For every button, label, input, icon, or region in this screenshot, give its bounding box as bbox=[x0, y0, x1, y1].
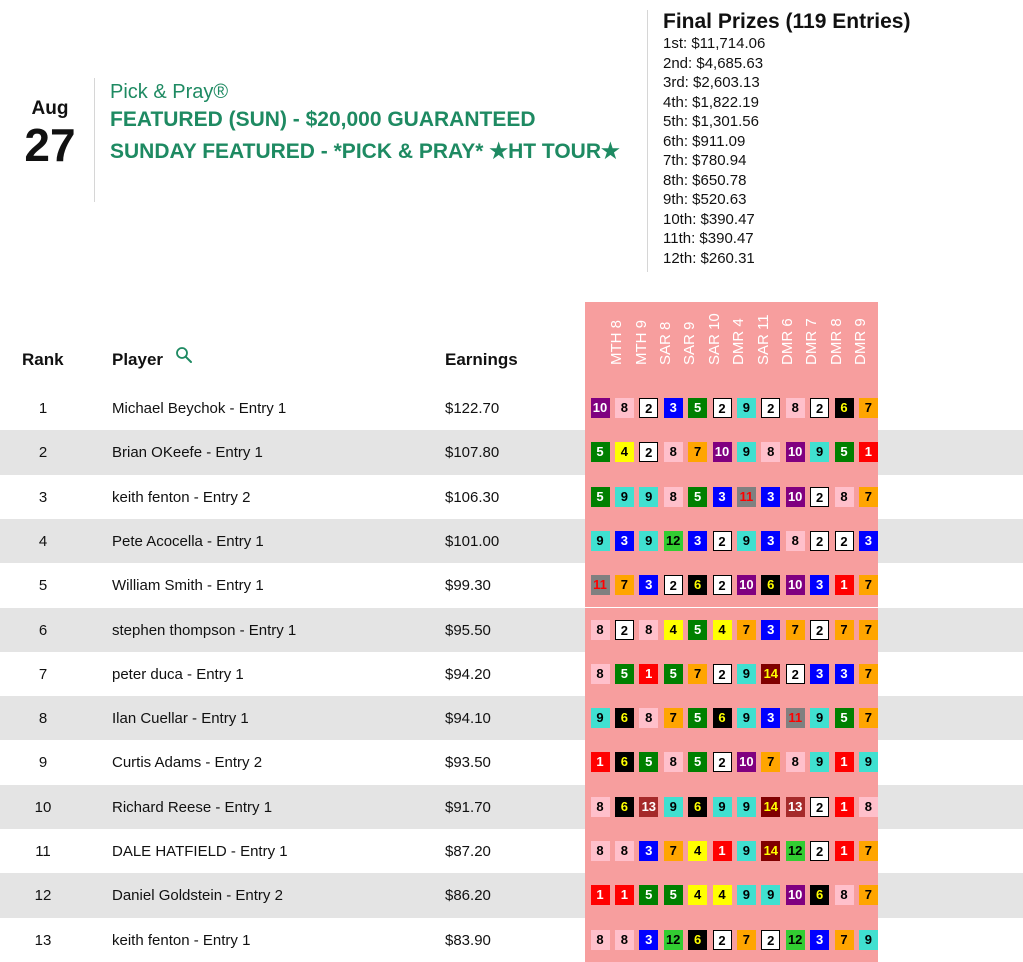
saddle-cloth-pick: 7 bbox=[688, 442, 707, 462]
saddle-cloth-pick: 4 bbox=[615, 442, 634, 462]
saddle-cloth-pick: 3 bbox=[810, 575, 829, 595]
saddle-cloth-pick: 2 bbox=[786, 664, 805, 684]
picks-strip bbox=[585, 652, 878, 696]
saddle-cloth-pick: 2 bbox=[713, 752, 732, 772]
race-label: SAR 11 bbox=[754, 314, 772, 365]
race-label: DMR 10 bbox=[876, 309, 894, 365]
race-column-header bbox=[808, 302, 845, 382]
race-label: SAR 10 bbox=[705, 313, 723, 365]
saddle-cloth-pick: 6 bbox=[810, 885, 829, 905]
saddle-cloth-pick: 7 bbox=[737, 930, 756, 950]
saddle-cloth-pick: 5 bbox=[591, 487, 610, 507]
saddle-cloth-pick: 8 bbox=[761, 442, 780, 462]
saddle-cloth-pick: 8 bbox=[786, 752, 805, 772]
table-row[interactable] bbox=[0, 652, 1023, 696]
saddle-cloth-pick: 8 bbox=[859, 797, 878, 817]
picks-strip bbox=[585, 873, 878, 917]
saddle-cloth-pick: 8 bbox=[786, 398, 805, 418]
race-label: DMR 7 bbox=[803, 318, 821, 365]
saddle-cloth-pick: 9 bbox=[859, 930, 878, 950]
saddle-cloth-pick: 14 bbox=[761, 841, 780, 861]
table-row[interactable] bbox=[0, 785, 1023, 829]
prize-line: 7th: $780.94 bbox=[663, 152, 747, 169]
saddle-cloth-pick: 1 bbox=[835, 752, 854, 772]
saddle-cloth-pick: 8 bbox=[591, 841, 610, 861]
race-column-header bbox=[734, 302, 772, 382]
saddle-cloth-pick: 9 bbox=[737, 531, 756, 551]
saddle-cloth-pick: 6 bbox=[688, 930, 707, 950]
divider bbox=[647, 10, 648, 272]
event-title: FEATURED (SUN) - $20,000 GUARANTEED bbox=[110, 108, 536, 131]
saddle-cloth-pick: 1 bbox=[859, 442, 878, 462]
rank-cell: 2 bbox=[38, 444, 48, 462]
saddle-cloth-pick: 5 bbox=[688, 487, 707, 507]
saddle-cloth-pick: 4 bbox=[664, 620, 683, 640]
saddle-cloth-pick: 3 bbox=[859, 531, 878, 551]
saddle-cloth-pick: 2 bbox=[639, 442, 658, 462]
saddle-cloth-pick: 9 bbox=[737, 797, 756, 817]
picks-strip bbox=[585, 740, 878, 784]
player-cell[interactable]: stephen thompson - Entry 1 bbox=[112, 621, 297, 639]
race-header-strip bbox=[585, 302, 894, 386]
prize-line: 1st: $11,714.06 bbox=[663, 35, 766, 52]
saddle-cloth-pick: 8 bbox=[835, 487, 854, 507]
player-cell[interactable]: Richard Reese - Entry 1 bbox=[112, 798, 273, 816]
saddle-cloth-pick: 7 bbox=[859, 487, 878, 507]
saddle-cloth-pick: 7 bbox=[761, 752, 780, 772]
saddle-cloth-pick: 1 bbox=[615, 885, 634, 905]
race-column-header bbox=[661, 302, 699, 382]
saddle-cloth-pick: 7 bbox=[688, 664, 707, 684]
saddle-cloth-pick: 10 bbox=[786, 575, 805, 595]
race-column-header bbox=[612, 302, 650, 382]
event-subtitle: SUNDAY FEATURED - *PICK & PRAY* ★HT TOUR★ bbox=[110, 140, 620, 163]
saddle-cloth-pick: 10 bbox=[786, 487, 805, 507]
saddle-cloth-pick: 7 bbox=[615, 575, 634, 595]
saddle-cloth-pick: 9 bbox=[639, 531, 658, 551]
player-cell[interactable]: DALE HATFIELD - Entry 1 bbox=[112, 843, 288, 860]
saddle-cloth-pick: 9 bbox=[713, 797, 732, 817]
saddle-cloth-pick: 3 bbox=[761, 487, 780, 507]
race-label: MTH 9 bbox=[632, 320, 650, 365]
race-column-header bbox=[686, 302, 723, 382]
earnings-cell: $122.70 bbox=[445, 400, 500, 417]
saddle-cloth-pick: 8 bbox=[664, 752, 683, 772]
race-label: DMR 4 bbox=[730, 318, 748, 365]
saddle-cloth-pick: 5 bbox=[835, 442, 854, 462]
rank-header[interactable]: Rank bbox=[22, 350, 64, 369]
saddle-cloth-pick: 8 bbox=[591, 620, 610, 640]
rank-cell: 5 bbox=[38, 577, 48, 595]
saddle-cloth-pick: 3 bbox=[639, 930, 658, 950]
saddle-cloth-pick: 2 bbox=[615, 620, 634, 640]
table-row[interactable] bbox=[0, 608, 1023, 652]
saddle-cloth-pick: 6 bbox=[713, 708, 732, 728]
saddle-cloth-pick: 8 bbox=[615, 930, 634, 950]
saddle-cloth-pick: 2 bbox=[810, 531, 829, 551]
saddle-cloth-pick: 14 bbox=[761, 664, 780, 684]
saddle-cloth-pick: 6 bbox=[688, 797, 707, 817]
picks-strip bbox=[585, 386, 878, 430]
saddle-cloth-pick: 2 bbox=[761, 398, 780, 418]
saddle-cloth-pick: 9 bbox=[737, 841, 756, 861]
saddle-cloth-pick: 1 bbox=[835, 575, 854, 595]
rank-cell: 12 bbox=[34, 887, 52, 905]
rank-cell: 6 bbox=[38, 621, 48, 639]
saddle-cloth-pick: 9 bbox=[810, 442, 829, 462]
rank-cell: 10 bbox=[34, 798, 52, 816]
saddle-cloth-pick: 2 bbox=[835, 531, 854, 551]
earnings-cell: $86.20 bbox=[445, 887, 491, 905]
race-column-header bbox=[759, 302, 796, 382]
saddle-cloth-pick: 1 bbox=[591, 885, 610, 905]
saddle-cloth-pick: 3 bbox=[615, 531, 634, 551]
saddle-cloth-pick: 8 bbox=[664, 442, 683, 462]
saddle-cloth-pick: 2 bbox=[639, 398, 658, 418]
saddle-cloth-pick: 11 bbox=[737, 487, 756, 507]
earnings-cell: $94.10 bbox=[445, 710, 491, 728]
rank-cell: 7 bbox=[38, 665, 48, 683]
table-row[interactable] bbox=[0, 519, 1023, 563]
picks-strip bbox=[585, 519, 878, 563]
saddle-cloth-pick: 6 bbox=[615, 752, 634, 772]
earnings-cell: $87.20 bbox=[445, 843, 491, 860]
saddle-cloth-pick: 8 bbox=[835, 885, 854, 905]
prize-line: 11th: $390.47 bbox=[663, 230, 754, 247]
saddle-cloth-pick: 3 bbox=[810, 664, 829, 684]
saddle-cloth-pick: 8 bbox=[639, 708, 658, 728]
saddle-cloth-pick: 8 bbox=[591, 930, 610, 950]
rank-cell: 4 bbox=[38, 532, 48, 550]
saddle-cloth-pick: 8 bbox=[615, 841, 634, 861]
saddle-cloth-pick: 13 bbox=[786, 797, 805, 817]
saddle-cloth-pick: 14 bbox=[761, 797, 780, 817]
date-day: 27 bbox=[24, 119, 76, 171]
saddle-cloth-pick: 10 bbox=[737, 752, 756, 772]
saddle-cloth-pick: 4 bbox=[688, 885, 707, 905]
saddle-cloth-pick: 5 bbox=[639, 885, 658, 905]
saddle-cloth-pick: 4 bbox=[688, 841, 707, 861]
prize-line: 8th: $650.78 bbox=[663, 171, 747, 189]
table-row[interactable] bbox=[0, 696, 1023, 740]
race-column-header bbox=[588, 302, 626, 382]
saddle-cloth-pick: 2 bbox=[713, 531, 732, 551]
saddle-cloth-pick: 1 bbox=[835, 797, 854, 817]
earnings-cell: $106.30 bbox=[445, 488, 500, 506]
saddle-cloth-pick: 2 bbox=[810, 398, 829, 418]
table-row[interactable] bbox=[0, 430, 1023, 474]
rank-cell: 9 bbox=[38, 754, 48, 772]
race-column-header bbox=[856, 302, 894, 382]
race-label: SAR 9 bbox=[681, 321, 699, 365]
earnings-cell: $91.70 bbox=[445, 798, 491, 816]
saddle-cloth-pick: 3 bbox=[810, 930, 829, 950]
event-info bbox=[110, 80, 630, 168]
saddle-cloth-pick: 9 bbox=[664, 797, 683, 817]
saddle-cloth-pick: 7 bbox=[835, 620, 854, 640]
saddle-cloth-pick: 7 bbox=[859, 398, 878, 418]
saddle-cloth-pick: 9 bbox=[639, 487, 658, 507]
saddle-cloth-pick: 6 bbox=[615, 797, 634, 817]
saddle-cloth-pick: 8 bbox=[615, 398, 634, 418]
saddle-cloth-pick: 5 bbox=[835, 708, 854, 728]
earnings-cell: $101.00 bbox=[445, 532, 500, 550]
saddle-cloth-pick: 9 bbox=[761, 885, 780, 905]
saddle-cloth-pick: 2 bbox=[713, 575, 732, 595]
saddle-cloth-pick: 3 bbox=[639, 841, 658, 861]
saddle-cloth-pick: 8 bbox=[591, 664, 610, 684]
player-cell[interactable]: Michael Beychok - Entry 1 bbox=[112, 400, 287, 417]
saddle-cloth-pick: 2 bbox=[810, 620, 829, 640]
prize-line: 12th: $260.31 bbox=[663, 249, 755, 267]
earnings-cell: $94.20 bbox=[445, 665, 491, 683]
player-cell[interactable]: Ilan Cuellar - Entry 1 bbox=[112, 710, 249, 728]
prize-list bbox=[663, 34, 1013, 268]
table-row[interactable] bbox=[0, 475, 1023, 519]
saddle-cloth-pick: 6 bbox=[615, 708, 634, 728]
saddle-cloth-pick: 12 bbox=[786, 841, 805, 861]
table-row[interactable] bbox=[0, 829, 1023, 873]
saddle-cloth-pick: 10 bbox=[713, 442, 732, 462]
prizes-title: Final Prizes (119 Entries) bbox=[663, 10, 911, 33]
saddle-cloth-pick: 12 bbox=[664, 930, 683, 950]
earnings-cell: $107.80 bbox=[445, 444, 500, 462]
prize-line: 2nd: $4,685.63 bbox=[663, 54, 764, 72]
saddle-cloth-pick: 7 bbox=[859, 664, 878, 684]
saddle-cloth-pick: 1 bbox=[835, 841, 854, 861]
saddle-cloth-pick: 9 bbox=[737, 708, 756, 728]
rank-cell: 11 bbox=[35, 843, 51, 860]
event-date bbox=[14, 98, 86, 171]
player-cell[interactable]: keith fenton - Entry 2 bbox=[112, 488, 251, 506]
saddle-cloth-pick: 3 bbox=[664, 398, 683, 418]
table-header bbox=[0, 300, 1023, 386]
saddle-cloth-pick: 10 bbox=[591, 398, 610, 418]
prize-line: 10th: $390.47 bbox=[663, 210, 755, 228]
player-cell[interactable]: William Smith - Entry 1 bbox=[112, 577, 264, 595]
saddle-cloth-pick: 4 bbox=[713, 620, 732, 640]
saddle-cloth-pick: 2 bbox=[810, 841, 829, 861]
saddle-cloth-pick: 9 bbox=[737, 664, 756, 684]
saddle-cloth-pick: 5 bbox=[688, 752, 707, 772]
saddle-cloth-pick: 7 bbox=[859, 885, 878, 905]
saddle-cloth-pick: 9 bbox=[859, 752, 878, 772]
saddle-cloth-pick: 9 bbox=[737, 442, 756, 462]
prize-line: 5th: $1,301.56 bbox=[663, 113, 759, 130]
picks-strip bbox=[585, 563, 878, 607]
event-brand: Pick & Pray® bbox=[110, 81, 229, 103]
divider bbox=[94, 78, 95, 202]
saddle-cloth-pick: 5 bbox=[664, 885, 683, 905]
player-cell[interactable]: Pete Acocella - Entry 1 bbox=[112, 532, 264, 550]
table-row[interactable] bbox=[0, 563, 1023, 607]
date-month: Aug bbox=[31, 98, 69, 119]
saddle-cloth-pick: 12 bbox=[786, 930, 805, 950]
player-cell[interactable]: Daniel Goldstein - Entry 2 bbox=[112, 887, 283, 905]
saddle-cloth-pick: 11 bbox=[591, 575, 610, 595]
saddle-cloth-pick: 1 bbox=[713, 841, 732, 861]
prize-line: 9th: $520.63 bbox=[663, 191, 747, 208]
picks-strip bbox=[585, 918, 878, 962]
saddle-cloth-pick: 1 bbox=[591, 752, 610, 772]
saddle-cloth-pick: 9 bbox=[737, 398, 756, 418]
saddle-cloth-pick: 6 bbox=[835, 398, 854, 418]
player-cell[interactable]: Curtis Adams - Entry 2 bbox=[112, 754, 263, 772]
earnings-cell: $83.90 bbox=[445, 931, 491, 949]
player-cell[interactable]: keith fenton - Entry 1 bbox=[112, 931, 251, 949]
race-column-header bbox=[783, 302, 821, 382]
rank-cell: 3 bbox=[38, 488, 48, 506]
earnings-header[interactable]: Earnings bbox=[445, 350, 518, 369]
saddle-cloth-pick: 8 bbox=[639, 620, 658, 640]
race-column-header bbox=[637, 302, 674, 382]
saddle-cloth-pick: 4 bbox=[713, 885, 732, 905]
prize-line: 3rd: $2,603.13 bbox=[663, 74, 760, 91]
saddle-cloth-pick: 9 bbox=[591, 531, 610, 551]
saddle-cloth-pick: 9 bbox=[810, 752, 829, 772]
saddle-cloth-pick: 5 bbox=[591, 442, 610, 462]
rank-cell: 8 bbox=[38, 710, 48, 728]
rank-cell: 1 bbox=[38, 400, 48, 417]
saddle-cloth-pick: 8 bbox=[664, 487, 683, 507]
race-label: MTH 8 bbox=[608, 320, 626, 365]
saddle-cloth-pick: 9 bbox=[615, 487, 634, 507]
saddle-cloth-pick: 7 bbox=[859, 575, 878, 595]
saddle-cloth-pick: 7 bbox=[859, 841, 878, 861]
race-label: DMR 9 bbox=[852, 318, 870, 365]
saddle-cloth-pick: 2 bbox=[664, 575, 683, 595]
saddle-cloth-pick: 7 bbox=[859, 620, 878, 640]
saddle-cloth-pick: 9 bbox=[737, 885, 756, 905]
saddle-cloth-pick: 12 bbox=[664, 531, 683, 551]
race-label: DMR 6 bbox=[778, 318, 796, 365]
saddle-cloth-pick: 5 bbox=[615, 664, 634, 684]
saddle-cloth-pick: 9 bbox=[591, 708, 610, 728]
picks-strip bbox=[585, 608, 878, 652]
saddle-cloth-pick: 7 bbox=[737, 620, 756, 640]
saddle-cloth-pick: 2 bbox=[810, 487, 829, 507]
rank-cell: 13 bbox=[34, 931, 52, 949]
table-row[interactable] bbox=[0, 918, 1023, 962]
saddle-cloth-pick: 10 bbox=[786, 442, 805, 462]
saddle-cloth-pick: 3 bbox=[688, 531, 707, 551]
saddle-cloth-pick: 11 bbox=[786, 708, 805, 728]
saddle-cloth-pick: 8 bbox=[786, 531, 805, 551]
saddle-cloth-pick: 5 bbox=[688, 398, 707, 418]
table-row[interactable] bbox=[0, 873, 1023, 917]
race-column-header bbox=[832, 302, 870, 382]
earnings-cell: $95.50 bbox=[445, 621, 491, 639]
saddle-cloth-pick: 3 bbox=[639, 575, 658, 595]
saddle-cloth-pick: 7 bbox=[859, 708, 878, 728]
saddle-cloth-pick: 2 bbox=[761, 930, 780, 950]
saddle-cloth-pick: 3 bbox=[713, 487, 732, 507]
picks-strip bbox=[585, 785, 878, 829]
saddle-cloth-pick: 5 bbox=[639, 752, 658, 772]
saddle-cloth-pick: 5 bbox=[688, 620, 707, 640]
saddle-cloth-pick: 7 bbox=[664, 708, 683, 728]
saddle-cloth-pick: 3 bbox=[761, 531, 780, 551]
saddle-cloth-pick: 2 bbox=[713, 930, 732, 950]
race-column-header bbox=[710, 302, 748, 382]
table-row[interactable] bbox=[0, 386, 1023, 430]
saddle-cloth-pick: 6 bbox=[761, 575, 780, 595]
saddle-cloth-pick: 2 bbox=[713, 398, 732, 418]
saddle-cloth-pick: 2 bbox=[713, 664, 732, 684]
saddle-cloth-pick: 10 bbox=[737, 575, 756, 595]
saddle-cloth-pick: 10 bbox=[786, 885, 805, 905]
player-cell[interactable]: peter duca - Entry 1 bbox=[112, 665, 244, 683]
saddle-cloth-pick: 2 bbox=[810, 797, 829, 817]
picks-strip bbox=[585, 829, 878, 873]
saddle-cloth-pick: 13 bbox=[639, 797, 658, 817]
picks-strip bbox=[585, 475, 878, 519]
earnings-cell: $93.50 bbox=[445, 754, 491, 772]
saddle-cloth-pick: 8 bbox=[591, 797, 610, 817]
saddle-cloth-pick: 1 bbox=[639, 664, 658, 684]
saddle-cloth-pick: 5 bbox=[664, 664, 683, 684]
picks-strip bbox=[585, 430, 878, 474]
earnings-cell: $99.30 bbox=[445, 577, 491, 595]
player-cell[interactable]: Brian OKeefe - Entry 1 bbox=[112, 444, 263, 462]
saddle-cloth-pick: 9 bbox=[810, 708, 829, 728]
search-icon[interactable] bbox=[175, 346, 193, 364]
saddle-cloth-pick: 3 bbox=[761, 620, 780, 640]
picks-strip bbox=[585, 696, 878, 740]
saddle-cloth-pick: 6 bbox=[688, 575, 707, 595]
race-label: SAR 8 bbox=[656, 321, 674, 365]
saddle-cloth-pick: 7 bbox=[786, 620, 805, 640]
saddle-cloth-pick: 3 bbox=[761, 708, 780, 728]
prize-line: 4th: $1,822.19 bbox=[663, 93, 759, 111]
table-row[interactable] bbox=[0, 740, 1023, 784]
prize-line: 6th: $911.09 bbox=[663, 132, 746, 150]
race-label: DMR 8 bbox=[827, 318, 845, 365]
final-prizes bbox=[663, 10, 1013, 268]
saddle-cloth-pick: 3 bbox=[835, 664, 854, 684]
saddle-cloth-pick: 5 bbox=[688, 708, 707, 728]
player-header[interactable]: Player bbox=[112, 350, 164, 369]
saddle-cloth-pick: 7 bbox=[664, 841, 683, 861]
saddle-cloth-pick: 7 bbox=[835, 930, 854, 950]
